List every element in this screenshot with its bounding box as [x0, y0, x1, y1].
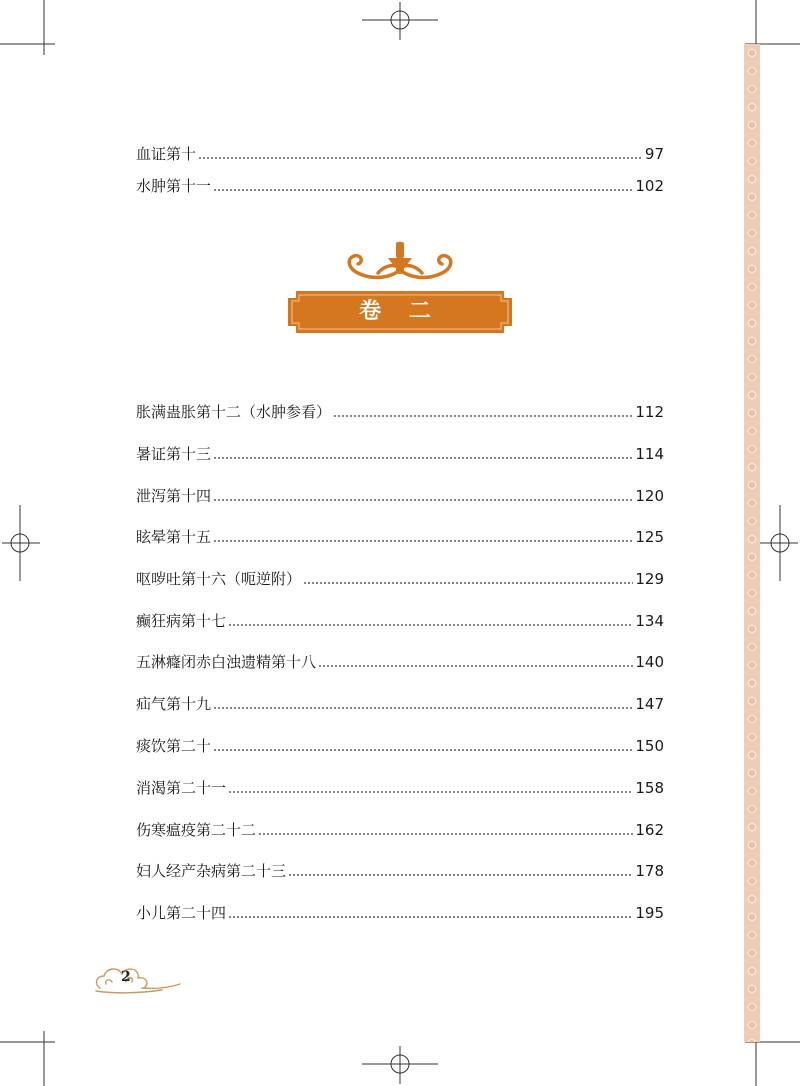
- toc-leader-dots: [198, 157, 643, 159]
- toc-entry-title: 泄泻第十四: [136, 487, 212, 505]
- toc-entry[interactable]: [136, 734, 664, 756]
- toc-entry-page: 158: [635, 779, 664, 797]
- toc-entry[interactable]: [136, 442, 664, 464]
- toc-leader-dots: [303, 582, 633, 584]
- toc-entry-page: 125: [635, 528, 664, 546]
- toc-leader-dots: [333, 415, 633, 417]
- toc-entry-page: 134: [635, 612, 664, 630]
- toc-entry-title: 痰饮第二十: [136, 737, 212, 755]
- toc-leader-dots: [318, 665, 633, 667]
- toc-entry[interactable]: [136, 692, 664, 714]
- toc-entry-page: 147: [635, 695, 664, 713]
- volume-banner: [288, 291, 512, 333]
- toc-entry-page: 140: [635, 653, 664, 671]
- toc-entry-page: 112: [635, 403, 664, 421]
- toc-entry-title: 癫狂病第十七: [136, 612, 227, 630]
- toc-entry-page: 178: [635, 862, 664, 880]
- toc-leader-dots: [213, 457, 633, 459]
- toc-entry[interactable]: [136, 525, 664, 547]
- toc-leader-dots: [258, 833, 633, 835]
- toc-entry-page: 129: [635, 570, 664, 588]
- toc-leader-dots: [228, 916, 633, 918]
- toc-entry[interactable]: [136, 818, 664, 840]
- toc-entry[interactable]: [136, 859, 664, 881]
- toc-leader-dots: [288, 874, 633, 876]
- toc-entry[interactable]: [136, 567, 664, 589]
- toc-entry-page: 120: [635, 487, 664, 505]
- toc-entry[interactable]: [136, 142, 664, 164]
- toc-entry-page: 162: [635, 821, 664, 839]
- toc-entry-title: 妇人经产杂病第二十三: [136, 862, 287, 880]
- toc-entry-title: 疝气第十九: [136, 695, 212, 713]
- toc-entry[interactable]: [136, 776, 664, 798]
- page-number: 2: [121, 969, 131, 985]
- toc-leader-dots: [213, 707, 633, 709]
- toc-leader-dots: [228, 624, 633, 626]
- toc-entry[interactable]: [136, 650, 664, 672]
- scroll-ornament-icon: [338, 240, 462, 286]
- toc-entry-title: 水肿第十一: [136, 177, 212, 195]
- toc-entry-title: 暑证第十三: [136, 445, 212, 463]
- decorative-side-band: [744, 44, 760, 1042]
- toc-entry-title: 呕哕吐第十六（呃逆附）: [136, 570, 302, 588]
- toc-entry-page: 195: [635, 904, 664, 922]
- toc-entry-title: 胀满蛊胀第十二（水肿参看）: [136, 403, 332, 421]
- toc-entry[interactable]: [136, 484, 664, 506]
- toc-entry-page: 114: [635, 445, 664, 463]
- volume-title: 卷 二: [359, 299, 441, 324]
- toc-entry-page: 97: [644, 145, 664, 163]
- cloud-ornament-icon: [92, 962, 184, 996]
- toc-entry-title: 小儿第二十四: [136, 904, 227, 922]
- toc-leader-dots: [213, 540, 633, 542]
- toc-entry[interactable]: [136, 400, 664, 422]
- toc-leader-dots: [213, 499, 633, 501]
- toc-entry-page: 102: [635, 177, 664, 195]
- toc-entry-title: 伤寒瘟疫第二十二: [136, 821, 257, 839]
- toc-leader-dots: [213, 189, 633, 191]
- toc-entry-title: 血证第十: [136, 145, 197, 163]
- toc-entry-title: 五淋癃闭赤白浊遗精第十八: [136, 653, 317, 671]
- toc-entry-page: 150: [635, 737, 664, 755]
- toc-entry-title: 消渴第二十一: [136, 779, 227, 797]
- toc-entry[interactable]: [136, 901, 664, 923]
- toc-leader-dots: [213, 749, 633, 751]
- toc-leader-dots: [228, 791, 633, 793]
- toc-entry-title: 眩晕第十五: [136, 528, 212, 546]
- toc-entry[interactable]: [136, 174, 664, 196]
- toc-entry[interactable]: [136, 609, 664, 631]
